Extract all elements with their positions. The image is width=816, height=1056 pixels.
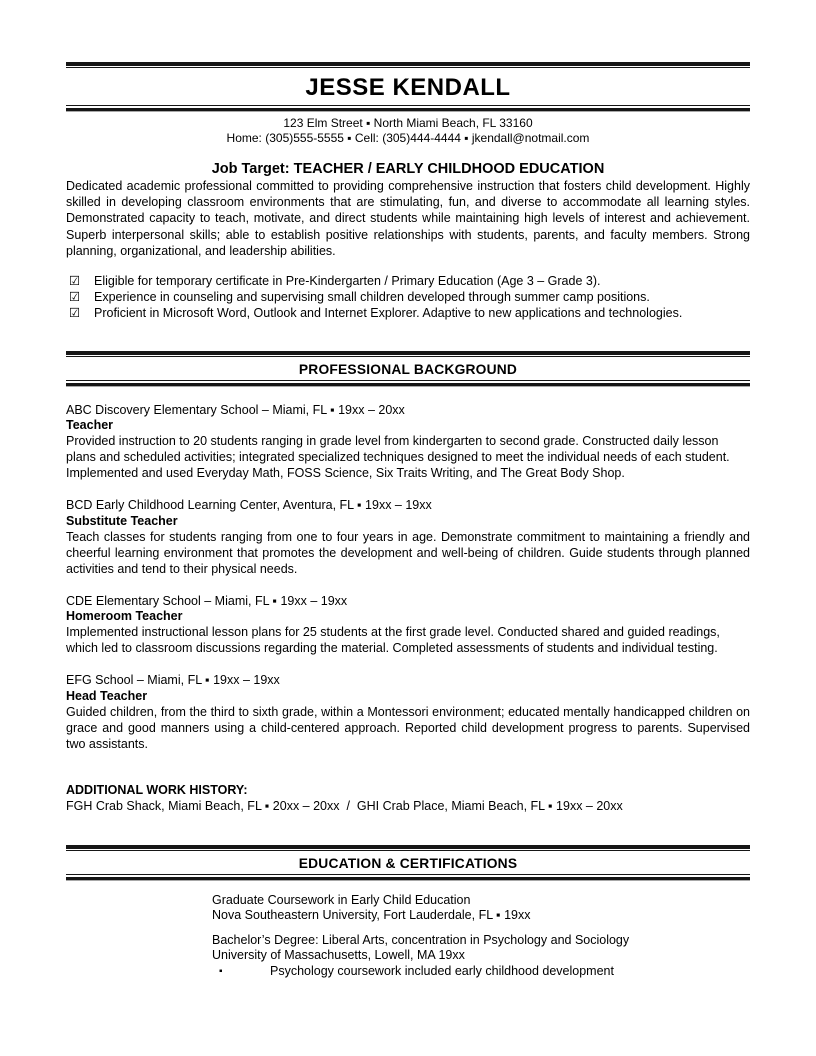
- contact-phone-email: Home: (305)555-5555 ▪ Cell: (305)444-4444 ▪ jkendall@notmail.com: [226, 130, 590, 145]
- list-item: [66, 305, 750, 321]
- list-item: [66, 289, 750, 305]
- education-entry: [212, 893, 750, 924]
- person-name: JESSE KENDALL: [305, 74, 511, 101]
- contact-address: 123 Elm Street ▪ North Miami Beach, FL 33160: [283, 115, 533, 130]
- job-description: Teach classes for students ranging from one to four years in age. Demonstrate commitment to maintaining a friendly and cheerful learning environment that promotes the development and well-being of children. Guide students through planned activities and tend to their physical needs.: [66, 529, 750, 576]
- job-title: Substitute Teacher: [66, 513, 178, 528]
- highlights-list: [66, 273, 750, 322]
- highlight-text: Eligible for temporary certificate in Pre-Kindergarten / Primary Education (Age 3 – Grade 3).: [94, 273, 601, 288]
- job-company-line: ABC Discovery Elementary School – Miami, FL ▪ 19xx – 20xx: [66, 402, 405, 417]
- job-company-line: CDE Elementary School – Miami, FL ▪ 19xx – 19xx: [66, 593, 348, 608]
- education-school: Nova Southeastern University, Fort Lauderdale, FL ▪ 19xx: [212, 908, 531, 923]
- job-company-line: BCD Early Childhood Learning Center, Aventura, FL ▪ 19xx – 19xx: [66, 498, 432, 513]
- job-target-heading: Job Target: TEACHER / EARLY CHILDHOOD EDUCATION: [211, 160, 605, 177]
- job-description: Implemented instructional lesson plans for 25 students at the first grade level. Conducted shared and guided readings, which led to classroom discussions regarding the material. Completed assessments of students and individual testing.: [66, 625, 720, 656]
- education-content: [212, 893, 750, 980]
- job-title: Homeroom Teacher: [66, 609, 183, 624]
- education-degree: Graduate Coursework in Early Child Education: [212, 892, 471, 907]
- section-bottom-rule: [66, 874, 750, 881]
- additional-work-line: FGH Crab Shack, Miami Beach, FL ▪ 20xx – 20xx / GHI Crab Place, Miami Beach, FL ▪ 19xx – 20xx: [66, 798, 623, 813]
- job-entry: [66, 498, 750, 578]
- checked-checkbox-icon: ☑: [69, 273, 81, 288]
- job-description: Provided instruction to 20 students ranging in grade level from kindergarten to second grade. Constructed daily lesson plans and scheduled activities; integrated specialized techniques designed to meet the individual needs of each student. Implemented and used Everyday Math, FOSS Science, Six Traits Writing, and The Great Body Shop.: [66, 434, 730, 481]
- education-entry: [212, 933, 750, 980]
- education-bullet-row: [212, 964, 750, 980]
- job-entry: [66, 673, 750, 753]
- section-top-rule: [66, 845, 750, 852]
- additional-work-history: [66, 783, 750, 815]
- job-entry: [66, 403, 750, 483]
- education-bullet-text: Psychology coursework included early childhood development: [270, 963, 614, 978]
- job-description: Guided children, from the third to sixth grade, within a Montessori environment; educated mentally handicapped children on grace and good manners using a child-centered approach. Reported child development progress to parents. Supervised two assistants.: [66, 705, 750, 751]
- job-entry: [66, 594, 750, 658]
- section-bottom-rule: [66, 380, 750, 387]
- section-top-rule: [66, 351, 750, 358]
- checked-checkbox-icon: ☑: [69, 289, 81, 304]
- additional-work-heading: ADDITIONAL WORK HISTORY:: [66, 782, 248, 797]
- section-header-education: [66, 845, 750, 881]
- name-top-rule: [66, 62, 750, 69]
- checked-checkbox-icon: ☑: [69, 306, 81, 321]
- education-degree: Bachelor’s Degree: Liberal Arts, concentration in Psychology and Sociology: [212, 932, 630, 947]
- job-company-line: EFG School – Miami, FL ▪ 19xx – 19xx: [66, 673, 280, 688]
- name-bottom-rule: [66, 105, 750, 112]
- education-school: University of Massachusetts, Lowell, MA 19xx: [212, 948, 465, 963]
- job-title: Head Teacher: [66, 689, 148, 704]
- square-bullet-icon: ▪: [219, 965, 223, 977]
- highlight-text: Experience in counseling and supervising small children developed through summer camp positions.: [94, 289, 650, 304]
- section-title: PROFESSIONAL BACKGROUND: [298, 361, 518, 377]
- highlight-text: Proficient in Microsoft Word, Outlook and Internet Explorer. Adaptive to new applications and technologies.: [94, 306, 683, 321]
- section-title: EDUCATION & CERTIFICATIONS: [298, 855, 518, 871]
- job-title: Teacher: [66, 418, 114, 433]
- list-item: [66, 273, 750, 289]
- section-header-professional: [66, 351, 750, 387]
- summary-paragraph: Dedicated academic professional committed to providing comprehensive instruction that fosters child development. Highly skilled in developing classroom environments that are stimulating, fun, and diverse to accommodate all learning styles. Demonstrated capacity to teach, motivate, and direct students while maintaining high levels of interest and achievement. Superb interpersonal skills; able to establish positive relationships with students, parents, and faculty members. Strong planning, organizational, and leadership abilities.: [66, 178, 750, 259]
- contact-block: [66, 116, 750, 146]
